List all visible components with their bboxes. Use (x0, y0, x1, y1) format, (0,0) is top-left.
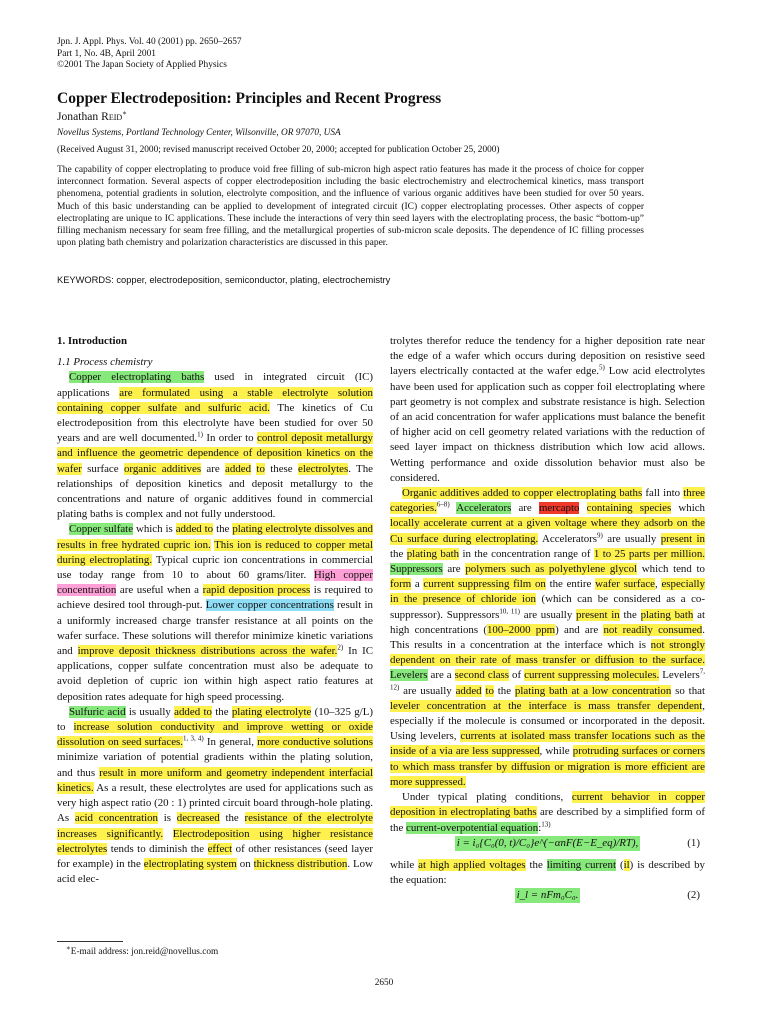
highlight-yellow: especially in the presence of chloride ion (390, 578, 705, 606)
highlight-yellow: improve deposit thickness distributions across the wafer. (77, 645, 338, 658)
footnote-text: E-mail address: jon.reid@novellus.com (70, 947, 219, 957)
highlight-yellow: added (225, 462, 252, 475)
text-run: the (493, 684, 515, 697)
text-run: are (442, 563, 466, 576)
text-run: on (236, 857, 254, 870)
paragraph (57, 705, 373, 887)
text-run: the (525, 858, 547, 871)
highlight-yellow: three categories. (390, 487, 706, 515)
text-run: used in integrated circuit (IC) applications (57, 371, 373, 399)
text-run: are (201, 462, 226, 475)
highlight-yellow: plating bath at a low concentration (514, 684, 672, 697)
highlight-yellow: acid concentration (74, 812, 159, 825)
right-column (390, 334, 705, 910)
text-run: is usually (125, 705, 175, 718)
highlight-yellow: l (626, 858, 630, 871)
highlight-yellow: leveler concentration at the interface is mass transfer dependent (390, 699, 703, 712)
highlight-yellow: decreased (176, 812, 220, 825)
text-run: while (390, 858, 419, 871)
text-run: are described by a simplified form of the (390, 806, 705, 834)
journal-copyright: ©2001 The Japan Society of Applied Physics (57, 60, 227, 70)
paragraph (57, 370, 373, 522)
highlight-yellow: not strongly dependent on their rate of mass transfer or diffusion to the surface. (390, 639, 705, 667)
text-run: are (511, 502, 539, 515)
highlight-green: current-overpotential equation (406, 821, 539, 834)
paragraph (390, 486, 705, 790)
highlight-yellow: form (390, 578, 412, 591)
text-run: ) is described by the equation: (390, 858, 705, 886)
text-run: in the concentration range of (459, 547, 594, 560)
text-run: In general, (203, 736, 258, 749)
text-run: fall into (642, 487, 684, 500)
highlight-yellow: 100–2000 ppm (486, 623, 556, 636)
text-run: ) and are (555, 623, 604, 636)
text-run: which (671, 502, 705, 515)
highlight-yellow: added to (174, 705, 212, 718)
text-run: are a (427, 669, 455, 682)
text-run: minimize variation of potential gradients within the plating solution, and thus (57, 751, 373, 779)
text-run: tends to diminish the (107, 842, 208, 855)
text-run: ( (616, 858, 624, 871)
highlight-yellow: plating electrolyte dissolves and results in free hydrated cupric ion. (57, 523, 373, 551)
highlight-yellow: thickness distribution (253, 857, 348, 870)
citation-ref: 13) (541, 819, 551, 828)
highlight-yellow: present in (576, 608, 620, 621)
text-run: the (211, 705, 232, 718)
highlight-yellow: Organic additives added to copper electroplating baths (402, 487, 643, 500)
text-run: Levelers (659, 669, 700, 682)
footnote-rule (57, 941, 123, 942)
text-run: . The relationships of deposition kinetics and deposit metallurgy to the concentrations and nature of organic additives found in commercial plating baths is complex and not fully understood. (57, 462, 373, 521)
text-run: the entire (545, 578, 596, 591)
highlight-yellow: Electrodeposition using higher resistance electrolytes (57, 827, 373, 855)
highlight-yellow: organic additives (123, 462, 202, 475)
text-run: the (219, 812, 245, 825)
highlight-yellow: electrolytes (297, 462, 349, 475)
author-affiliation: Novellus Systems, Portland Technology Center, Wilsonville, OR 97070, USA (57, 128, 341, 138)
text-run: , (655, 578, 662, 591)
highlight-yellow: This ion is reduced to copper metal during electroplating. (57, 538, 374, 566)
equation-1-body: i = i₀{C₀(0, t)/C₀}e^(−αnF(E−E_eq)/RT), (455, 836, 641, 851)
author-footnote-mark: ∗ (122, 109, 127, 118)
highlight-yellow: control deposit metallurgy and influence the geometric dependence of deposition kinetics on the wafer (57, 432, 373, 475)
text-run: Typical cupric ion concentrations in commercial use today range from 10 to about 60 grams/liter. (57, 553, 373, 582)
text-run: (10–325 g/L) to (57, 705, 373, 734)
page-number: 2650 (374, 978, 394, 988)
highlight-yellow: not readily consumed (603, 623, 703, 636)
highlight-red: mercapto (538, 502, 580, 515)
text-run: trolytes therefor reduce the tendency for a higher deposition rate near the edge of a wafer which occurs during deposition on resistive seed layers electrically contacted at the wafer edge. (390, 335, 705, 378)
text-run: : (538, 821, 542, 834)
highlight-yellow: resistance of the electrolyte increases significantly. (57, 812, 373, 840)
text-run: at high concentrations ( (390, 608, 705, 636)
highlight-pink: High copper concentration (57, 569, 373, 597)
text-run: In order to (203, 432, 257, 445)
text-run: the (619, 608, 641, 621)
highlight-yellow: 1 to 25 parts per million. (593, 547, 705, 560)
text-run: is (158, 812, 177, 825)
text-run: Under typical plating conditions, (402, 791, 572, 804)
highlight-yellow: at high applied voltages (418, 858, 526, 871)
highlight-yellow: second class (454, 669, 510, 682)
citation-ref: 1, 3, 4) (183, 734, 204, 743)
text-run: result in a uniformly increased charge transfer resistance at all points on the wafer surface. These solutions will therefor minimize kinetic variations and (57, 599, 373, 658)
citation-ref: 2) (337, 643, 344, 652)
highlight-yellow: effect (207, 842, 233, 855)
text-run: which is (133, 523, 176, 536)
text-run: are usually (519, 608, 577, 621)
highlight-yellow: plating bath (406, 547, 460, 560)
text-run: the (213, 523, 233, 536)
highlight-green: Suppressors (390, 563, 443, 576)
highlight-green: Levelers (390, 669, 428, 682)
paragraph (57, 522, 373, 704)
text-run: , while (539, 745, 573, 758)
received-dates: (Received August 31, 2000; revised manuscript received October 20, 2000; accepted for publication October 25, 2000) (57, 145, 500, 155)
citation-ref: 6–8) (436, 500, 450, 509)
text-run: are usually (399, 684, 456, 697)
citation-ref: 10, 11) (499, 607, 520, 616)
highlight-yellow: current behavior in copper deposition in electroplating baths (390, 791, 705, 819)
highlight-green: Copper sulfate (69, 523, 134, 536)
text-run: is required to achieve desired tool through-put. (57, 584, 374, 612)
text-run (163, 828, 173, 840)
text-run: In IC applications, copper sulfate concentration must also be adequate to avoid depletion of cupric ion within high aspect ratio features at deposition rates adequate for high speed processing. (57, 645, 373, 703)
text-run: are useful when a (116, 584, 203, 597)
paragraph (390, 858, 705, 888)
equation-2-number: (2) (687, 889, 700, 902)
highlight-yellow: plating electrolyte (231, 705, 312, 718)
text-run: surface (81, 462, 124, 475)
citation-ref: 1) (197, 430, 203, 439)
text-run: The kinetics of Cu electrodeposition from this electrolyte have been studied for over 50 years and are well documented. (57, 401, 373, 445)
text-run: of (509, 669, 525, 682)
text-run: Accelerators (538, 532, 598, 545)
highlight-yellow: plating bath (640, 608, 694, 621)
equation-2-body: i_l = nFm₀C₀. (515, 888, 581, 903)
highlight-yellow: current suppressing molecules. (524, 669, 660, 682)
highlight-yellow: currents at isolated mass transfer locations such as the inside of a via are less suppressed (390, 730, 705, 758)
highlight-yellow: increase solution conductivity and improve wetting or oxide dissolution on seed surfaces. (57, 721, 373, 749)
text-run: . This results in a concentration at the interface which is (390, 623, 705, 652)
equation-2 (390, 888, 705, 910)
text-run: which tend to (637, 563, 705, 576)
journal-citation: Jpn. J. Appl. Phys. Vol. 40 (2001) pp. 2650–2657 (57, 37, 242, 47)
text-run: Low acid electrolytes have been used for application such as copper foil electroplating where part geometry is not complex and substrate resistance is high. Selection of an acid concentration for wafer applications must balance the benefit of higher acid on cell geometry related variations with the reduction of seed layer impact on thickness distribution which low acid allows. Wetting performance and oxide dissolution behavior must also be considered. (390, 365, 705, 484)
footnote-mark: ∗ (66, 943, 71, 952)
citation-ref: 7, 12) (390, 667, 706, 692)
text-run: of other resistances (seed layer for example) in the (57, 842, 373, 870)
text-run: the (390, 547, 407, 560)
highlight-yellow: added to (175, 523, 214, 536)
highlight-yellow: electroplating system (143, 857, 237, 870)
highlight-yellow: added (455, 684, 482, 697)
citation-ref: 5) (599, 363, 605, 372)
section-heading: 1. Introduction (57, 335, 127, 347)
subsection-heading: 1.1 Process chemistry (57, 356, 153, 369)
highlight-yellow: present in (660, 532, 705, 545)
highlight-yellow: to (485, 684, 494, 697)
article-title: Copper Electrodeposition: Principles and Recent Progress (57, 90, 442, 107)
abstract: The capability of copper electroplating to produce void free filling of sub-micron high aspect ratio features has made it the process of choice for copper interconnect formation. Several aspects of copper electrodeposition including the basic electrochemistry and electrochemical kinetics, mass transport phenomena, potential gradients in solution, electrolyte composition, and the influence of various organic additives have been studied for over 50 years. Much of this basic understanding can be applied to development of integrated circuit (IC) copper electroplating processes. Other aspects of copper electroplating are unique to IC applications. These include the interactions of very thin seed layers with the electroplating process, the basic “bottom-up” filling mechanism necessary for seam free filling, and the metallurgical properties of sub-micron scale deposits. The dependence of IC filling processes upon plating bath chemistry and polarization characteristics are discussed in this paper. (57, 165, 644, 249)
text-run (579, 502, 586, 514)
article-author (57, 110, 127, 123)
highlight-yellow: wafer surface (595, 578, 656, 591)
highlight-green: limiting current (546, 858, 616, 871)
highlight-yellow: result in more uniform and geometry independent interfacial kinetics. (57, 766, 374, 794)
highlight-yellow: to (256, 462, 265, 475)
keywords: KEYWORDS: copper, electrodeposition, semiconductor, plating, electrochemistry (57, 275, 391, 285)
journal-header (57, 37, 242, 72)
text-run: are usually (602, 532, 661, 545)
author-last-name: Reid (101, 110, 123, 123)
text-run: these (264, 462, 298, 475)
highlight-yellow: rapid deposition process (202, 584, 311, 597)
highlight-yellow: protruding surfaces or corners to which mass transfer by diffusion or migration is more efficient are more suppressed. (390, 745, 705, 788)
highlight-yellow: more conductive solutions (257, 736, 373, 749)
highlight-blue: Lower copper concentrations (205, 599, 334, 612)
highlight-green: Copper electroplating baths (69, 371, 205, 384)
highlight-yellow: polymers such as polyethylene glycol (465, 563, 638, 576)
highlight-yellow: i (623, 858, 627, 871)
highlight-green: Sulfuric acid (69, 705, 126, 718)
text-run: . Low acid elec- (57, 857, 373, 886)
highlight-yellow: containing species (586, 502, 672, 515)
footnote (66, 943, 219, 957)
text-run: so that (671, 684, 705, 697)
author-first-name: Jonathan (57, 110, 99, 123)
highlight-yellow: locally accelerate current at a given voltage where they adsorb on the Cu surface during electroplating. (390, 517, 705, 545)
paragraph (390, 334, 705, 486)
highlight-yellow: are formulated using a stable electrolyte solution containing copper sulfate and sulfuric acid. (57, 386, 373, 414)
text-run: a (411, 578, 424, 591)
highlight-green: Accelerators (456, 502, 512, 515)
highlight-yellow: current suppressing film on (423, 578, 546, 591)
equation-1-number: (1) (687, 836, 700, 849)
journal-issue: Part 1, No. 4B, April 2001 (57, 48, 156, 59)
paragraph (390, 790, 705, 836)
text-run: As a result, these electrolytes are used for applications such as very high aspect ratio (20 : 1) printed circuit board through-hole plating. As (57, 781, 373, 825)
citation-ref: 9) (597, 531, 603, 540)
text-run: (which can be considered as a co-suppressor). Suppressors (390, 593, 705, 621)
equation-1 (390, 836, 705, 858)
text-run: , especially if the molecule is consumed or incorporated in the deposit. Using levelers, (390, 699, 705, 743)
left-column (57, 334, 373, 887)
